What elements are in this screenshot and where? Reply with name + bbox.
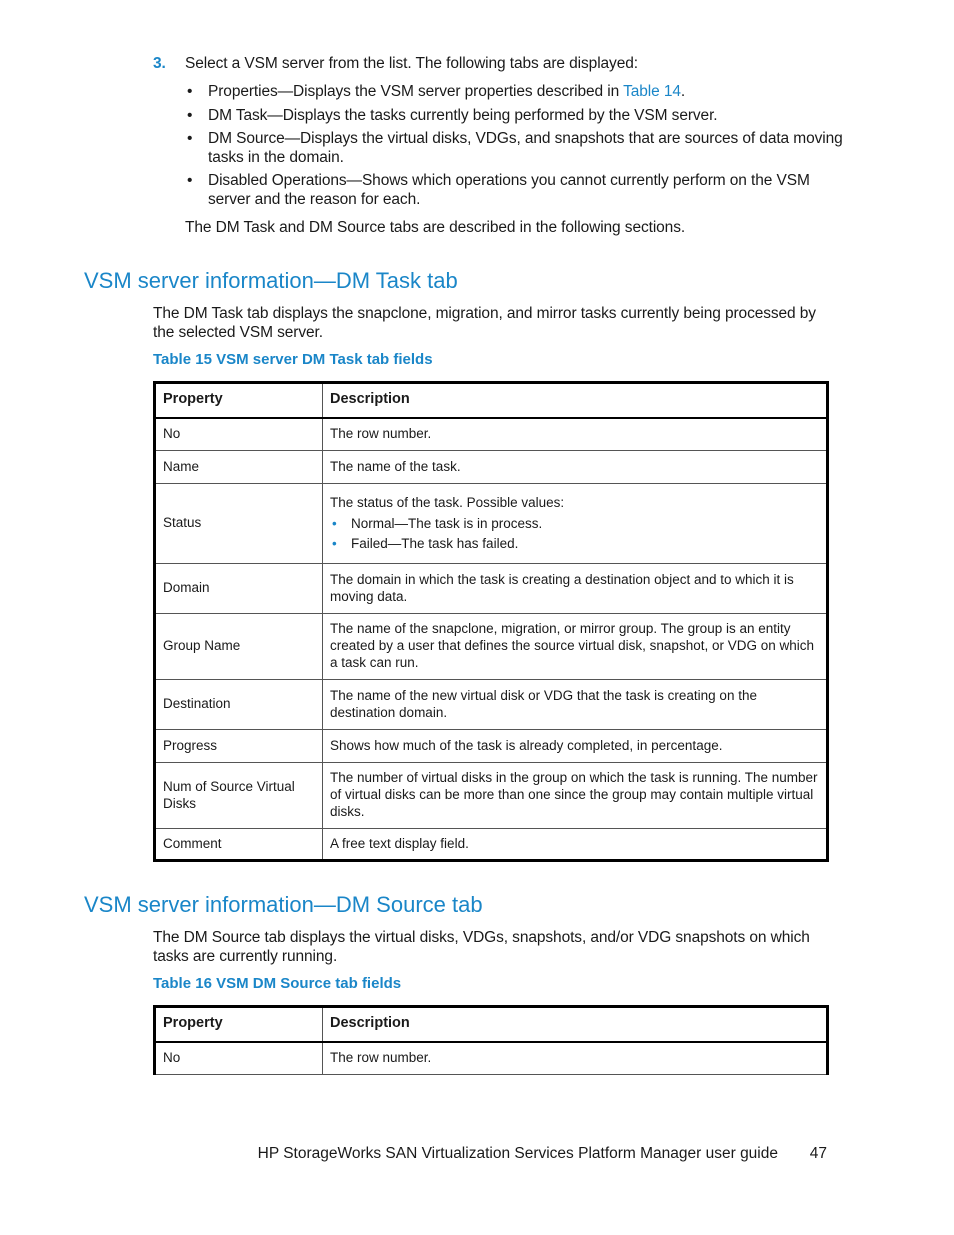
bullet-text: Properties—Displays the VSM server properties described in [208,83,624,100]
property-cell: Destination [155,680,323,730]
column-header-description: Description [323,1007,828,1042]
section-heading-dm-source: VSM server information—DM Source tab [84,892,483,917]
description-cell: The name of the new virtual disk or VDG that the task is creating on the destination domain. [323,680,828,730]
list-item: • Failed—The task has failed. [332,535,519,551]
bullet-text: DM Task—Displays the tasks currently being performed by the VSM server. [208,107,718,124]
footer-title: HP StorageWorks SAN Virtualization Services Platform Manager user guide [257,1145,778,1162]
table-header-row [155,1007,828,1042]
property-cell: Group Name [155,614,323,680]
table-row [155,1042,828,1075]
description-cell: A free text display field. [323,829,828,861]
property-cell: Name [155,451,323,484]
description-text: The status of the task. Possible values: [330,494,565,510]
table-15 [153,381,829,862]
bullet-text-end: . [680,83,686,100]
bullet-dot: • [187,172,193,189]
table-row [155,614,828,680]
column-header-property: Property [155,1007,323,1042]
table-row [155,829,828,861]
description-cell: The name of the task. [323,451,828,484]
table-16 [153,1005,829,1075]
column-header-property: Property [155,383,323,418]
table-15-caption: Table 15 VSM server DM Task tab fields [153,351,433,368]
bullet-text: Disabled Operations—Shows which operations you cannot currently perform on the VSM [208,172,810,189]
section-paragraph: The DM Task tab displays the snapclone, migration, and mirror tasks currently being processed by [153,305,816,322]
bullet-text-cont: tasks in the domain. [208,149,344,166]
description-cell: The row number. [323,418,828,451]
bullet-text-cont: server and the reason for each. [208,191,421,208]
status-values-list [330,515,820,552]
property-cell: Comment [155,829,323,861]
property-cell: Status [155,484,323,564]
description-cell: The row number. [323,1042,828,1075]
table-row [155,484,828,564]
table-row [155,680,828,730]
property-cell: No [155,418,323,451]
section-paragraph: The DM Source tab displays the virtual disks, VDGs, snapshots, and/or VDG snapshots on which [153,929,810,946]
property-cell: Progress [155,730,323,763]
table-row [155,763,828,829]
list-item: • Normal—The task is in process. [332,515,543,531]
bullet-text: DM Source—Displays the virtual disks, VDGs, and snapshots that are sources of data moving [208,130,843,147]
bullet-dot: • [332,515,337,531]
column-header-description: Description [323,383,828,418]
step-text: Select a VSM server from the list. The following tabs are displayed: [185,55,638,72]
description-cell: The domain in which the task is creating a destination object and to which it is moving data. [323,564,828,614]
description-cell [323,484,828,564]
bullet-dot: • [187,130,193,147]
description-cell: The number of virtual disks in the group on which the task is running. The number of virtual disks can be more than one since the group may contain multiple virtual disks. [323,763,828,829]
bullet-dot: • [332,535,337,551]
bullet-dot: • [187,107,193,124]
step-number: 3. [153,55,166,72]
step-3 [153,54,166,73]
property-cell: No [155,1042,323,1075]
section-paragraph-cont: the selected VSM server. [153,324,323,341]
bullet-dot: • [187,83,193,100]
page-number: 47 [809,1145,827,1162]
section-paragraph-cont: tasks are currently running. [153,948,338,965]
description-cell: The name of the snapclone, migration, or mirror group. The group is an entity created by a user that defines the source virtual disk, snapshot, or VDG on which a task can run. [323,614,828,680]
table-16-caption: Table 16 VSM DM Source tab fields [153,975,402,992]
description-cell: Shows how much of the task is already completed, in percentage. [323,730,828,763]
table-row [155,451,828,484]
table-row [155,564,828,614]
table-14-link[interactable]: Table 14 [623,83,681,100]
intro-closing: The DM Task and DM Source tabs are described in the following sections. [185,219,686,236]
section-heading-dm-task: VSM server information—DM Task tab [84,268,458,293]
property-cell: Num of Source Virtual Disks [155,763,323,829]
table-row [155,730,828,763]
property-cell: Domain [155,564,323,614]
table-row [155,418,828,451]
table-header-row [155,383,828,418]
